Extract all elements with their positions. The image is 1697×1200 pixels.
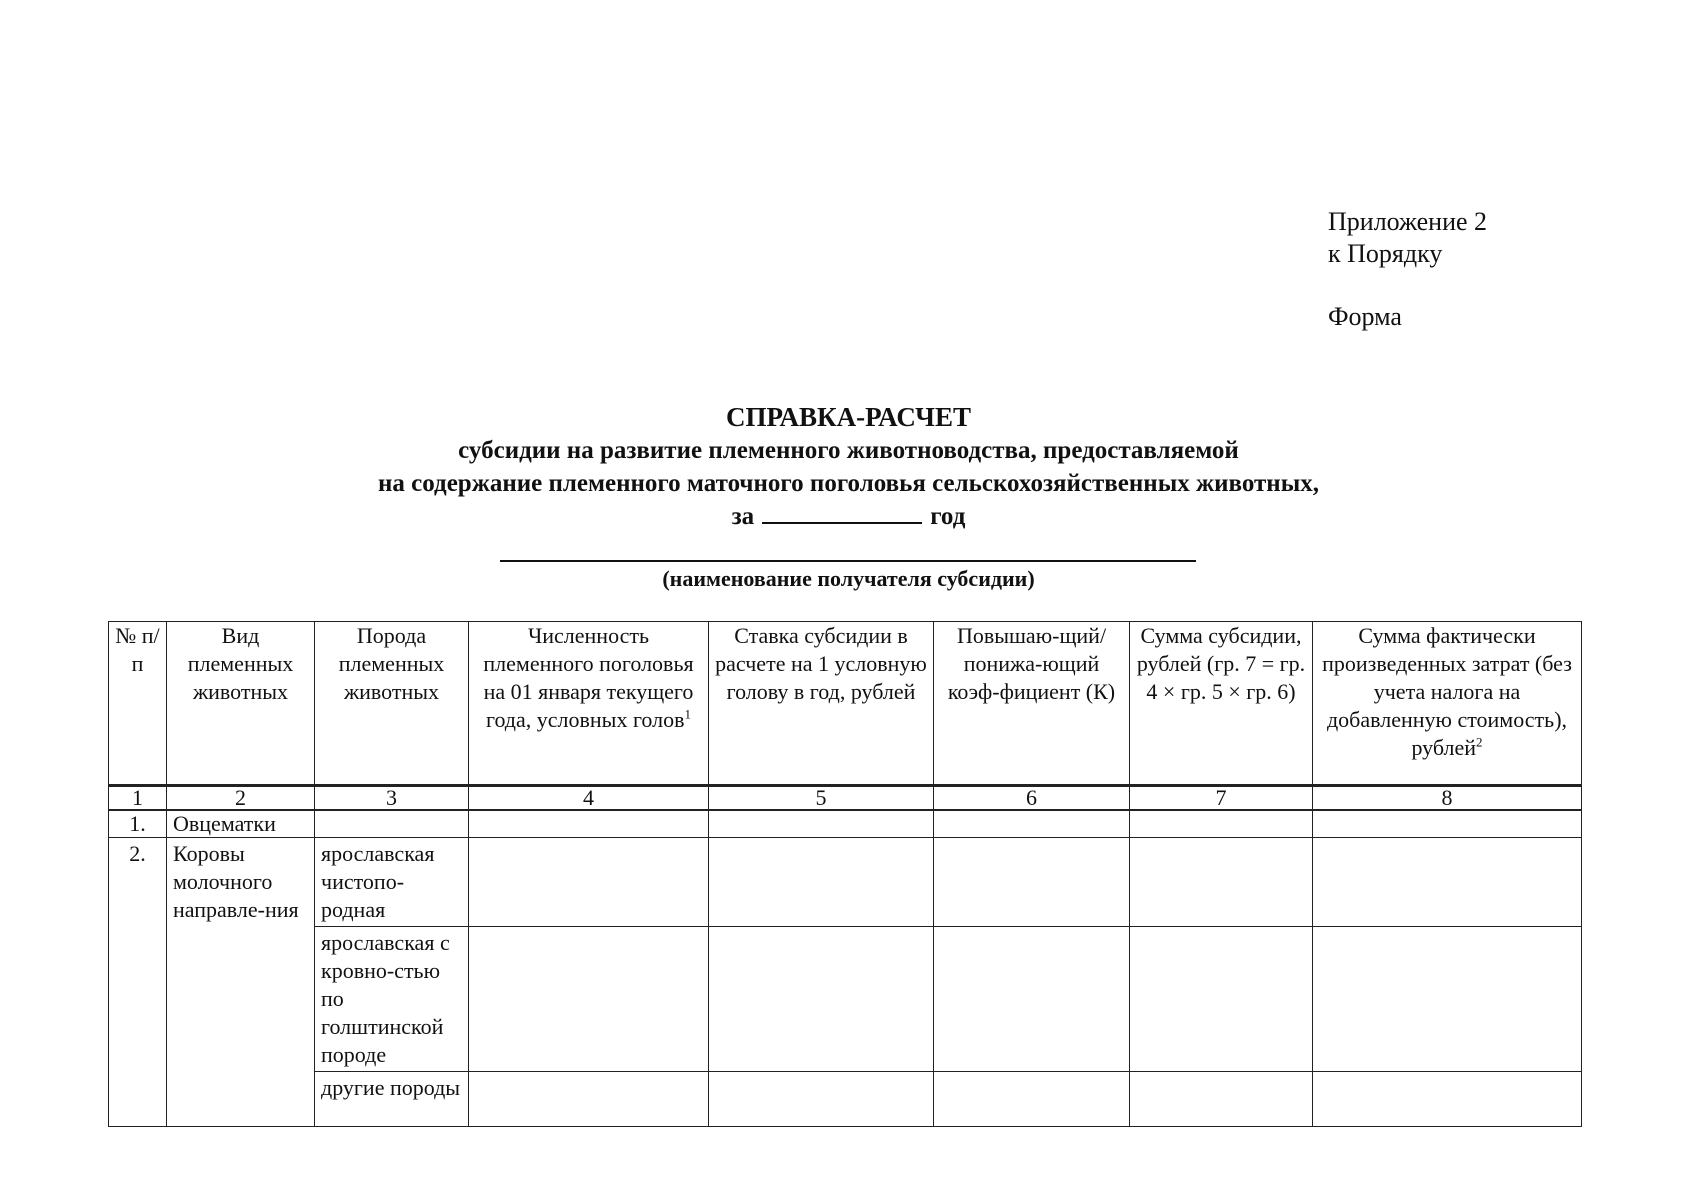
breed-cell [315, 810, 469, 838]
rate-cell[interactable] [709, 810, 934, 838]
actual-costs-cell[interactable] [1313, 1072, 1582, 1127]
annex-line-2: к Порядку [1328, 239, 1443, 268]
col-number: 2 [167, 786, 315, 811]
col-header-5: Ставка субсидии в расчете на 1 условную голову в год, рублей [709, 622, 934, 786]
headcount-cell[interactable] [469, 838, 709, 927]
col-header-6: Повышаю-щий/понижа-ющий коэф-фициент (К) [934, 622, 1130, 786]
table-row [109, 1072, 1582, 1127]
actual-costs-cell[interactable] [1313, 810, 1582, 838]
col-number: 5 [709, 786, 934, 811]
headcount-cell[interactable] [469, 927, 709, 1072]
year-blank-field[interactable] [762, 500, 922, 524]
subsidy-sum-cell[interactable] [1130, 810, 1313, 838]
col-number: 8 [1313, 786, 1582, 811]
col-header-4 [469, 622, 709, 786]
recipient-caption: (наименование получателя субсидии) [662, 566, 1035, 591]
col-header-2: Вид племенных животных [167, 622, 315, 786]
rate-cell[interactable] [709, 838, 934, 927]
col-number: 4 [469, 786, 709, 811]
col-number: 1 [109, 786, 167, 811]
table-row [109, 810, 1582, 838]
col-header-3: Порода племенных животных [315, 622, 469, 786]
footnote-mark-2: 2 [1476, 734, 1483, 750]
col-number: 7 [1130, 786, 1313, 811]
rate-cell[interactable] [709, 1072, 934, 1127]
subsidy-sum-cell[interactable] [1130, 927, 1313, 1072]
animal-type-cell: Коровы молочного направле-ния [167, 838, 315, 1127]
col-header-8 [1313, 622, 1582, 786]
coefficient-cell[interactable] [934, 1072, 1130, 1127]
actual-costs-cell[interactable] [1313, 927, 1582, 1072]
coefficient-cell[interactable] [934, 810, 1130, 838]
subsidy-sum-cell[interactable] [1130, 1072, 1313, 1127]
year-suffix: год [930, 503, 966, 530]
footnote-mark-1: 1 [684, 706, 692, 722]
column-number-row [109, 786, 1582, 811]
calculation-table [108, 621, 1582, 1127]
document-subtitle-2: на содержание племенного маточного поголовья сельскохозяйственных животных, [378, 470, 1319, 497]
headcount-cell[interactable] [469, 810, 709, 838]
col-number: 6 [934, 786, 1130, 811]
form-label: Форма [1328, 302, 1402, 331]
col-header-1: № п/п [109, 622, 167, 786]
recipient-blank-line[interactable] [500, 560, 1196, 562]
annex-block [1328, 206, 1487, 333]
animal-type-cell: Овцематки [167, 810, 315, 838]
document-title: СПРАВКА-РАСЧЕТ [726, 402, 971, 432]
subsidy-sum-cell[interactable] [1130, 838, 1313, 927]
annex-line-1: Приложение 2 [1328, 207, 1488, 236]
year-prefix: за [731, 503, 755, 530]
headcount-cell[interactable] [469, 1072, 709, 1127]
row-number: 1. [109, 810, 167, 838]
coefficient-cell[interactable] [934, 927, 1130, 1072]
table-row [109, 838, 1582, 927]
table-header-row [109, 622, 1582, 786]
actual-costs-cell[interactable] [1313, 838, 1582, 927]
rate-cell[interactable] [709, 927, 934, 1072]
breed-cell: другие породы [315, 1072, 469, 1127]
document-subtitle-1: субсидии на развитие племенного животноводства, предоставляемой [458, 437, 1239, 464]
col-number: 3 [315, 786, 469, 811]
col-header-4-text: Численность племенного поголовья на 01 января текущего года, условных голов [483, 623, 694, 732]
document-header [0, 400, 1697, 533]
breed-cell: ярославская чистопо-родная [315, 838, 469, 927]
col-header-7: Сумма субсидии, рублей (гр. 7 = гр. 4 × гр. 5 × гр. 6) [1130, 622, 1313, 786]
year-line [0, 500, 1697, 533]
breed-cell: ярославская с кровно-стью по голштинской породе [315, 927, 469, 1072]
row-number: 2. [109, 838, 167, 1127]
col-header-8-text: Сумма фактически произведенных затрат (без учета налога на добавленную стоимость), рублей [1322, 623, 1572, 760]
coefficient-cell[interactable] [934, 838, 1130, 927]
table-row [109, 927, 1582, 1072]
